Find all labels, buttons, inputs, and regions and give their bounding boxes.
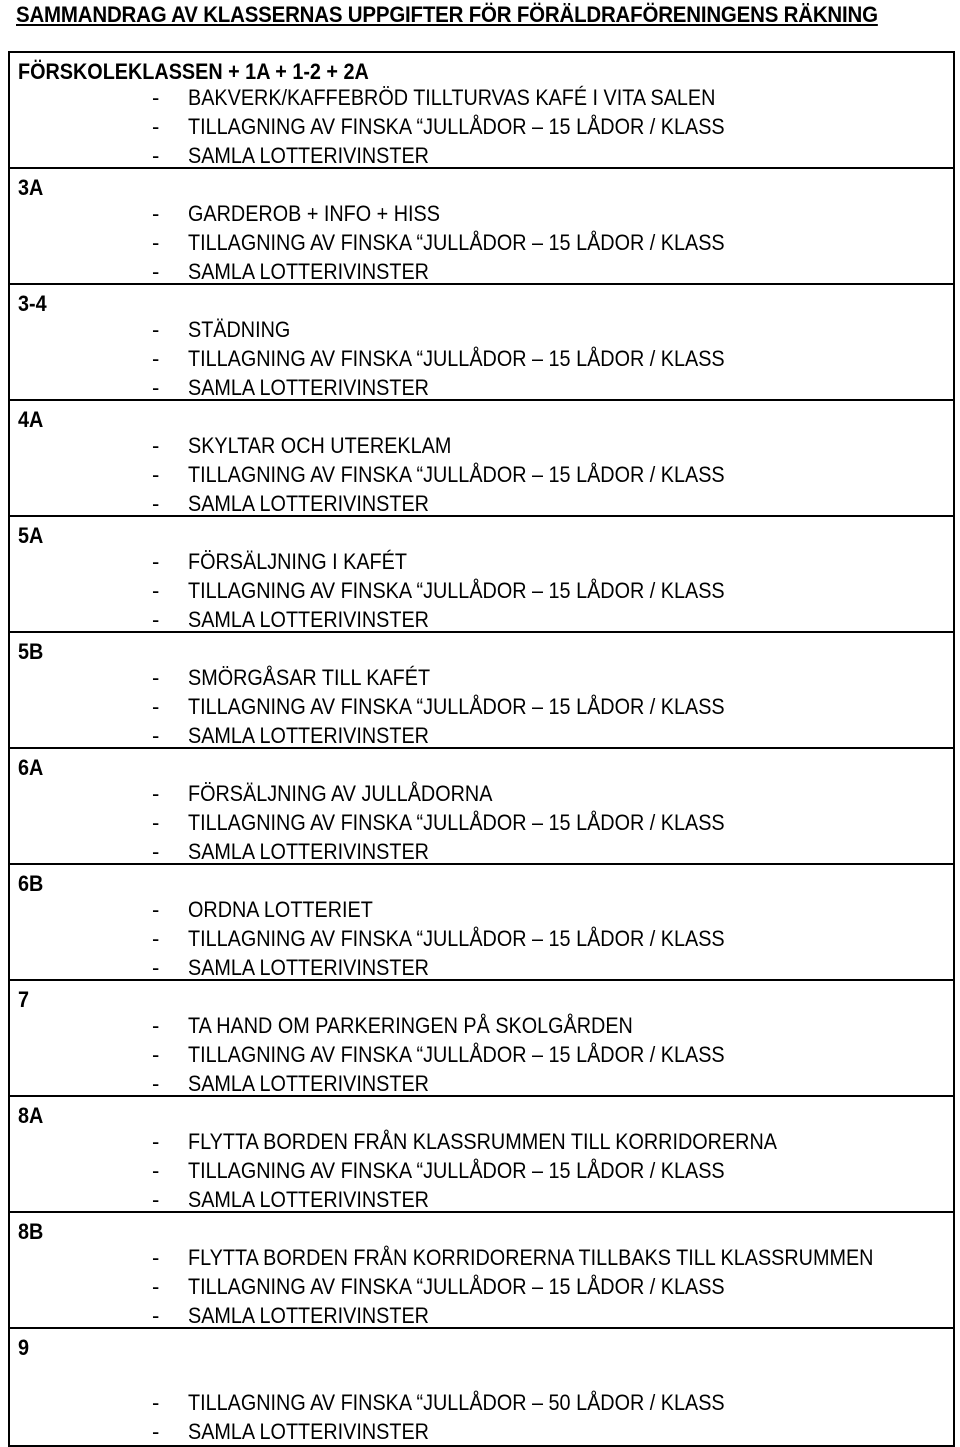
bullet-dash: - bbox=[152, 839, 160, 864]
class-label: 5B bbox=[18, 639, 44, 664]
task-text: SAMLA LOTTERIVINSTER bbox=[188, 259, 429, 284]
bullet-dash: - bbox=[152, 1187, 160, 1212]
bullet-dash: - bbox=[152, 1071, 160, 1096]
task-text: SKYLTAR OCH UTEREKLAM bbox=[188, 433, 452, 458]
class-block bbox=[10, 1097, 953, 1213]
class-label: 3A bbox=[18, 175, 44, 200]
task-text: GARDEROB + INFO + HISS bbox=[188, 201, 440, 226]
class-block bbox=[10, 285, 953, 401]
task-text: SAMLA LOTTERIVINSTER bbox=[188, 1303, 429, 1328]
bullet-dash: - bbox=[152, 1303, 160, 1328]
bullet-dash: - bbox=[152, 810, 160, 835]
document-title: SAMMANDRAG AV KLASSERNAS UPPGIFTER FÖR FÖRÄLDRAFÖRENINGENS RÄKNING bbox=[16, 2, 878, 27]
bullet-dash: - bbox=[152, 549, 160, 574]
task-text: TILLAGNING AV FINSKA “JULLÅDOR – 15 LÅDOR / KLASS bbox=[188, 1274, 725, 1299]
class-label: 9 bbox=[18, 1335, 30, 1360]
bullet-dash: - bbox=[152, 607, 160, 632]
class-block bbox=[10, 517, 953, 633]
class-block bbox=[10, 401, 953, 517]
bullet-dash: - bbox=[152, 375, 160, 400]
task-text: SAMLA LOTTERIVINSTER bbox=[188, 1187, 429, 1212]
class-task-table bbox=[8, 51, 955, 1447]
bullet-dash: - bbox=[152, 143, 160, 168]
bullet-dash: - bbox=[152, 926, 160, 951]
class-block bbox=[10, 633, 953, 749]
bullet-dash: - bbox=[152, 578, 160, 603]
task-text: ORDNA LOTTERIET bbox=[188, 897, 373, 922]
task-text: SAMLA LOTTERIVINSTER bbox=[188, 955, 429, 980]
task-text: SAMLA LOTTERIVINSTER bbox=[188, 1419, 429, 1444]
bullet-dash: - bbox=[152, 259, 160, 284]
bullet-dash: - bbox=[152, 1042, 160, 1067]
task-text: SMÖRGÅSAR TILL KAFÉT bbox=[188, 665, 431, 690]
bullet-dash: - bbox=[152, 462, 160, 487]
task-text: TILLAGNING AV FINSKA “JULLÅDOR – 15 LÅDOR / KLASS bbox=[188, 694, 725, 719]
task-text: BAKVERK/KAFFEBRÖD TILLTURVAS KAFÉ I VITA SALEN bbox=[188, 85, 716, 110]
class-label: 8A bbox=[18, 1103, 44, 1128]
bullet-dash: - bbox=[152, 1390, 160, 1415]
task-text: FLYTTA BORDEN FRÅN KLASSRUMMEN TILL KORRIDORERNA bbox=[188, 1129, 777, 1154]
bullet-dash: - bbox=[152, 665, 160, 690]
task-text: SAMLA LOTTERIVINSTER bbox=[188, 723, 429, 748]
bullet-dash: - bbox=[152, 1419, 160, 1444]
class-label: 6B bbox=[18, 871, 44, 896]
class-label: 5A bbox=[18, 523, 44, 548]
bullet-dash: - bbox=[152, 1245, 160, 1270]
task-text: TILLAGNING AV FINSKA “JULLÅDOR – 15 LÅDOR / KLASS bbox=[188, 462, 725, 487]
bullet-dash: - bbox=[152, 317, 160, 342]
class-label: 6A bbox=[18, 755, 44, 780]
task-text: SAMLA LOTTERIVINSTER bbox=[188, 375, 429, 400]
task-text: STÄDNING bbox=[188, 317, 291, 342]
task-text: SAMLA LOTTERIVINSTER bbox=[188, 1071, 429, 1096]
bullet-dash: - bbox=[152, 114, 160, 139]
bullet-dash: - bbox=[152, 723, 160, 748]
bullet-dash: - bbox=[152, 694, 160, 719]
task-text: SAMLA LOTTERIVINSTER bbox=[188, 607, 429, 632]
bullet-dash: - bbox=[152, 201, 160, 226]
class-label: 8B bbox=[18, 1219, 44, 1244]
task-text: TILLAGNING AV FINSKA “JULLÅDOR – 15 LÅDOR / KLASS bbox=[188, 1158, 725, 1183]
bullet-dash: - bbox=[152, 1129, 160, 1154]
bullet-dash: - bbox=[152, 346, 160, 371]
bullet-dash: - bbox=[152, 1158, 160, 1183]
class-label: 7 bbox=[18, 987, 30, 1012]
bullet-dash: - bbox=[152, 781, 160, 806]
task-text: SAMLA LOTTERIVINSTER bbox=[188, 491, 429, 516]
task-text: SAMLA LOTTERIVINSTER bbox=[188, 143, 429, 168]
class-block bbox=[10, 981, 953, 1097]
bullet-dash: - bbox=[152, 85, 160, 110]
class-block bbox=[10, 749, 953, 865]
task-text: TILLAGNING AV FINSKA “JULLÅDOR – 15 LÅDOR / KLASS bbox=[188, 346, 725, 371]
task-text: TILLAGNING AV FINSKA “JULLÅDOR – 15 LÅDOR / KLASS bbox=[188, 578, 725, 603]
task-text: TILLAGNING AV FINSKA “JULLÅDOR – 15 LÅDOR / KLASS bbox=[188, 230, 725, 255]
bullet-dash: - bbox=[152, 1013, 160, 1038]
bullet-dash: - bbox=[152, 897, 160, 922]
class-block bbox=[10, 53, 953, 169]
bullet-dash: - bbox=[152, 1274, 160, 1299]
task-text: TA HAND OM PARKERINGEN PÅ SKOLGÅRDEN bbox=[188, 1013, 633, 1038]
class-label: FÖRSKOLEKLASSEN + 1A + 1-2 + 2A bbox=[18, 59, 369, 84]
class-block bbox=[10, 1213, 953, 1329]
task-text: TILLAGNING AV FINSKA “JULLÅDOR – 15 LÅDOR / KLASS bbox=[188, 1042, 725, 1067]
class-label: 3-4 bbox=[18, 291, 47, 316]
class-block bbox=[10, 865, 953, 981]
class-block bbox=[10, 169, 953, 285]
bullet-dash: - bbox=[152, 955, 160, 980]
task-text: TILLAGNING AV FINSKA “JULLÅDOR – 15 LÅDOR / KLASS bbox=[188, 810, 725, 835]
task-text: TILLAGNING AV FINSKA “JULLÅDOR – 15 LÅDOR / KLASS bbox=[188, 114, 725, 139]
class-block bbox=[10, 1329, 953, 1445]
task-text: TILLAGNING AV FINSKA “JULLÅDOR – 15 LÅDOR / KLASS bbox=[188, 926, 725, 951]
class-label: 4A bbox=[18, 407, 44, 432]
bullet-dash: - bbox=[152, 491, 160, 516]
task-text: FÖRSÄLJNING AV JULLÅDORNA bbox=[188, 781, 493, 806]
task-text: TILLAGNING AV FINSKA “JULLÅDOR – 50 LÅDOR / KLASS bbox=[188, 1390, 725, 1415]
task-text: SAMLA LOTTERIVINSTER bbox=[188, 839, 429, 864]
bullet-dash: - bbox=[152, 433, 160, 458]
task-text: FÖRSÄLJNING I KAFÉT bbox=[188, 549, 407, 574]
task-text: FLYTTA BORDEN FRÅN KORRIDORERNA TILLBAKS TILL KLASSRUMMEN bbox=[188, 1245, 874, 1270]
bullet-dash: - bbox=[152, 230, 160, 255]
